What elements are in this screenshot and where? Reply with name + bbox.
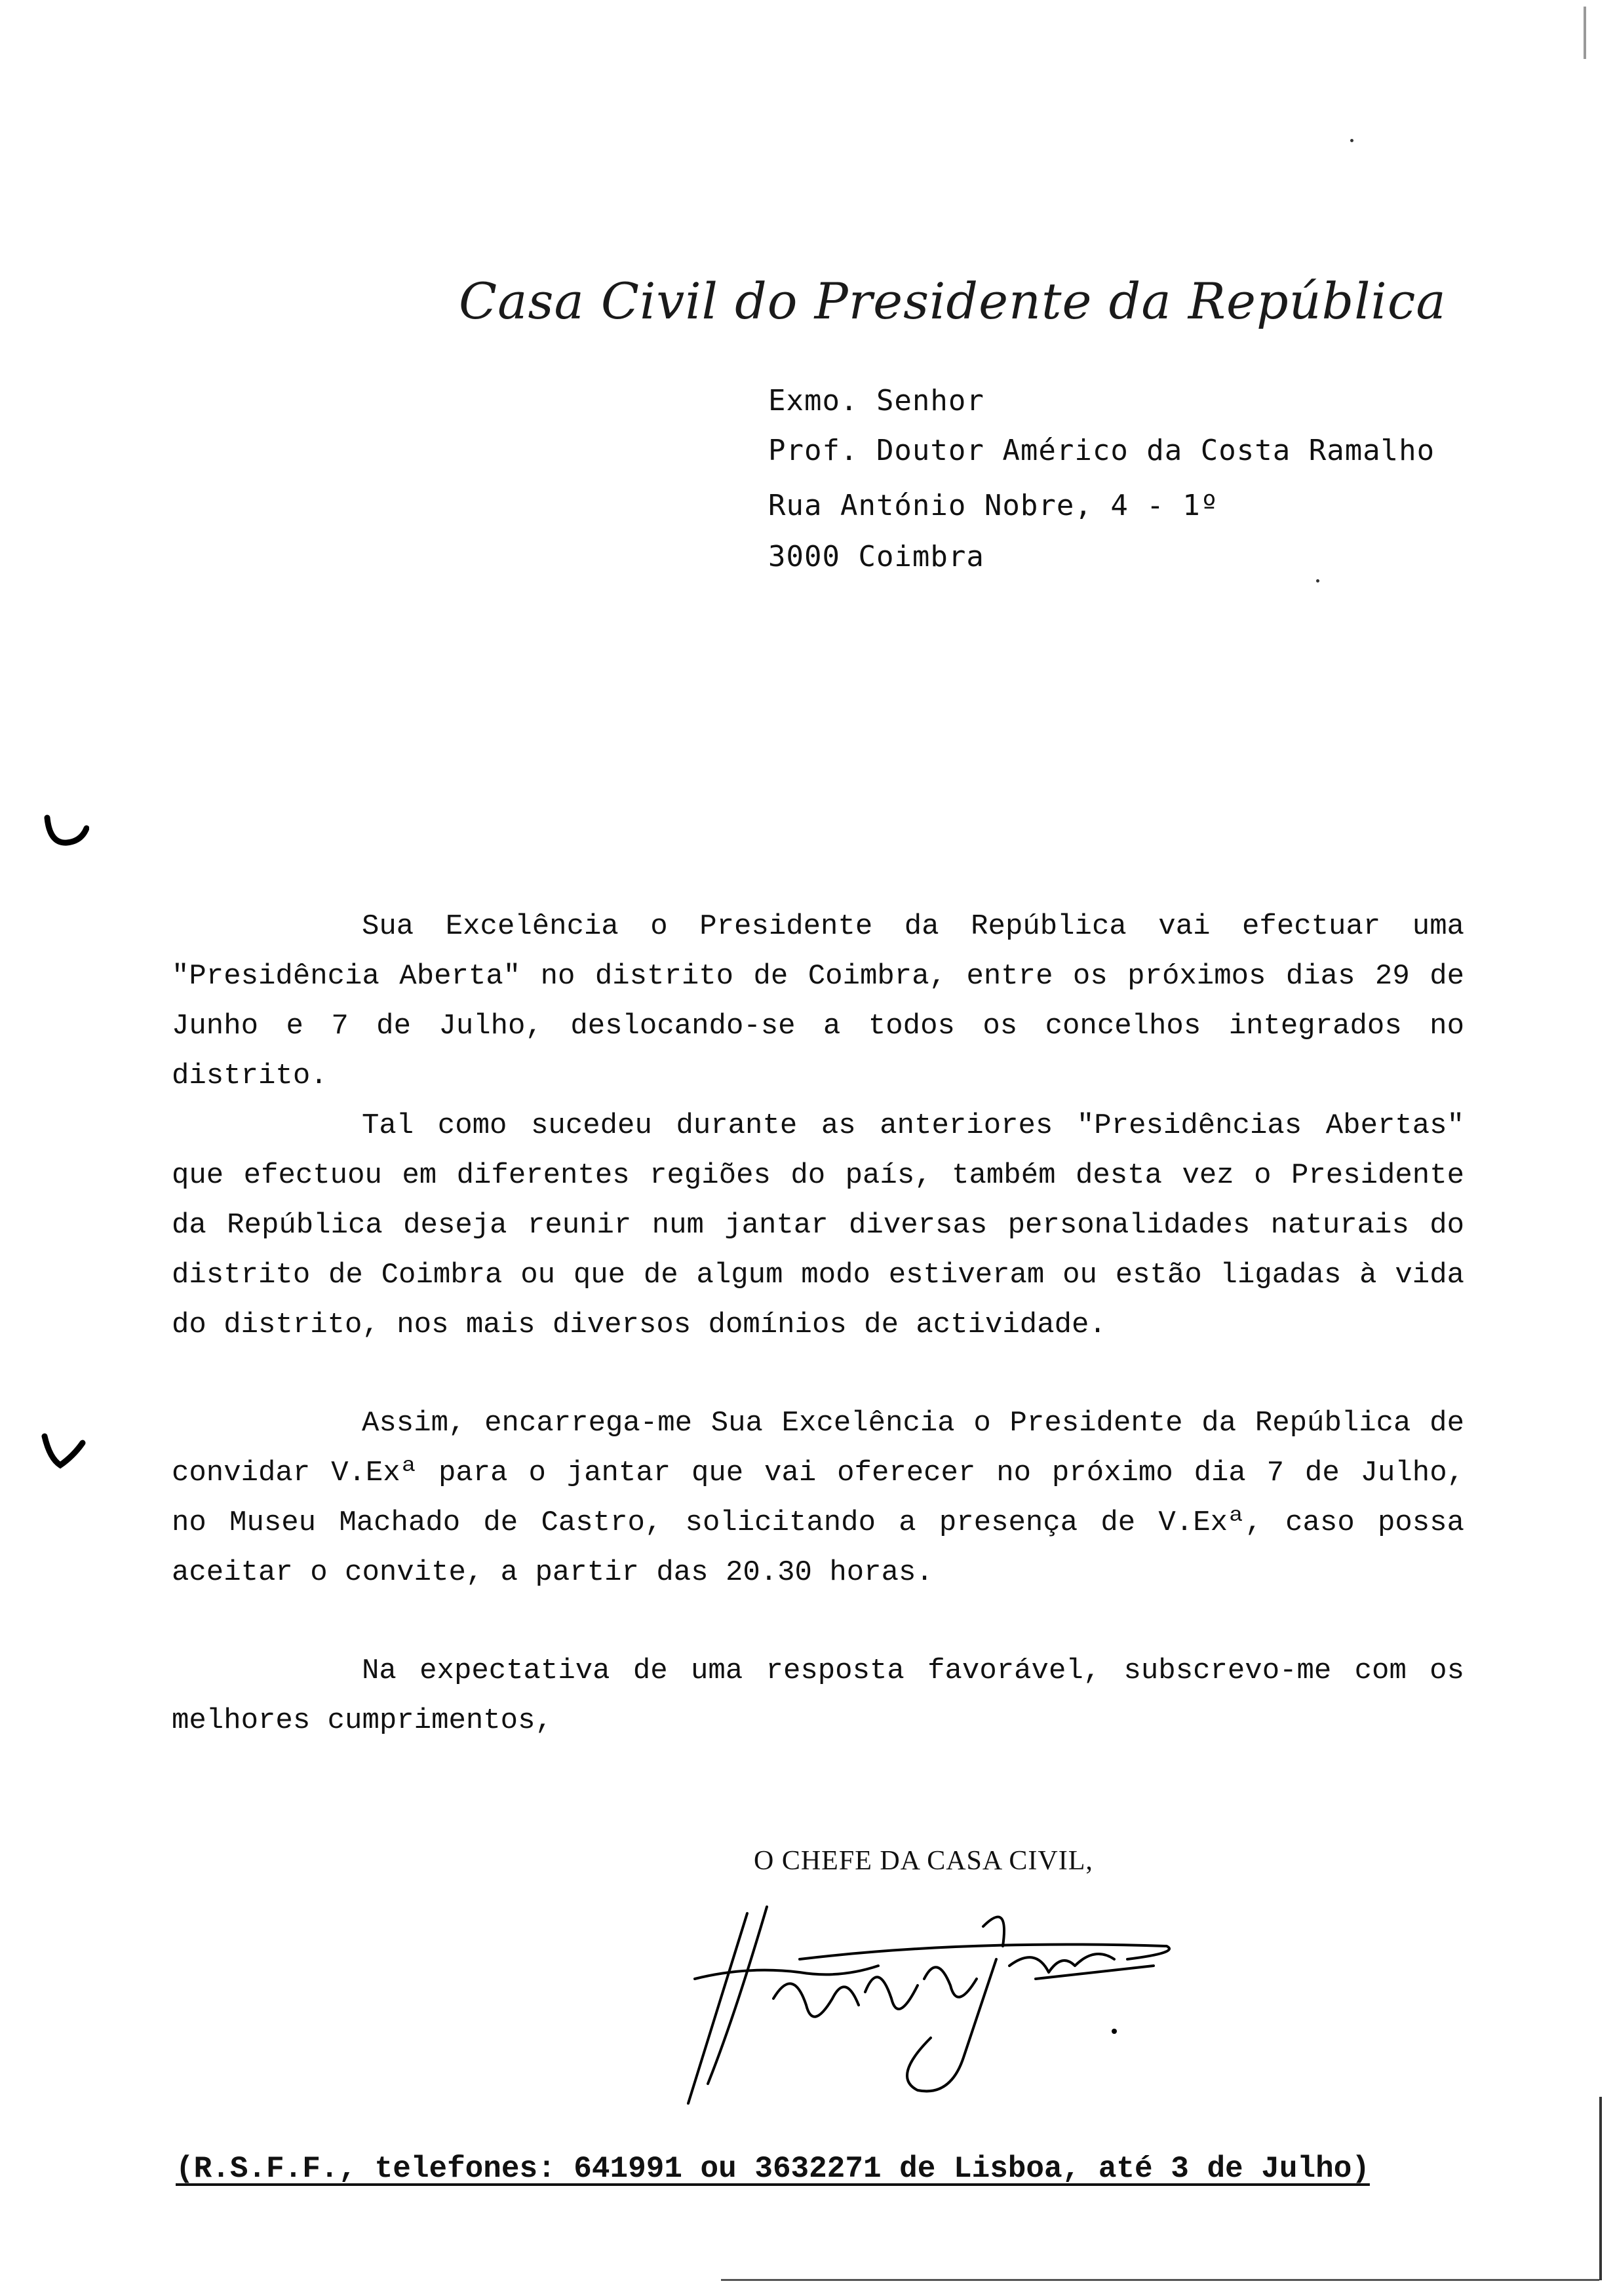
handwritten-signature bbox=[669, 1887, 1206, 2110]
signoff-title: O CHEFE DA CASA CIVIL, bbox=[754, 1846, 1093, 1876]
recipient-city: 3000 Coimbra bbox=[768, 540, 984, 573]
recipient-salutation: Exmo. Senhor bbox=[768, 384, 984, 417]
bottom-edge-line bbox=[721, 2279, 1599, 2281]
punch-mark-top-icon bbox=[43, 813, 89, 852]
speck bbox=[1350, 139, 1353, 142]
body-paragraph-4: Na expectativa de uma resposta favorável, subscrevo-me com os melhores cumprimentos, bbox=[172, 1655, 1464, 1737]
recipient-name: Prof. Doutor Américo da Costa Ramalho bbox=[768, 434, 1435, 467]
edge-mark bbox=[1584, 7, 1586, 59]
letterhead: Casa Civil do Presidente da República bbox=[459, 272, 1447, 330]
page-edge-line bbox=[1599, 2097, 1602, 2280]
recipient-street: Rua António Nobre, 4 - 1º bbox=[768, 489, 1219, 522]
speck bbox=[1316, 579, 1319, 583]
punch-mark-bottom-icon bbox=[41, 1432, 87, 1472]
footer-note: (R.S.F.F., telefones: 641991 ou 3632271 de Lisboa, até 3 de Julho) bbox=[176, 2152, 1370, 2186]
body-paragraph-2: Tal como sucedeu durante as anteriores "Presidências Abertas" que efectuou em diferentes regiões do país, também desta vez o Presidente da República deseja reunir num jantar diversas personalidades naturais do distrito de Coimbra ou que de algum modo estiveram ou estão ligadas à vida do distrito, nos mais diversos domínios de actividade. bbox=[172, 1109, 1464, 1341]
body-paragraph-1: Sua Excelência o Presidente da República vai efectuar uma "Presidência Aberta" no distrito de Coimbra, entre os próximos dias 29 de Junho e 7 de Julho, deslocando-se a todos os concelhos integrados no distrito. bbox=[172, 910, 1464, 1092]
body-paragraph-3: Assim, encarrega-me Sua Excelência o Presidente da República de convidar V.Exª para o jantar que vai oferecer no próximo dia 7 de Julho, no Museu Machado de Castro, solicitando a presença de V.Exª, caso possa aceitar o convite, a partir das 20.30 horas. bbox=[172, 1407, 1464, 1589]
